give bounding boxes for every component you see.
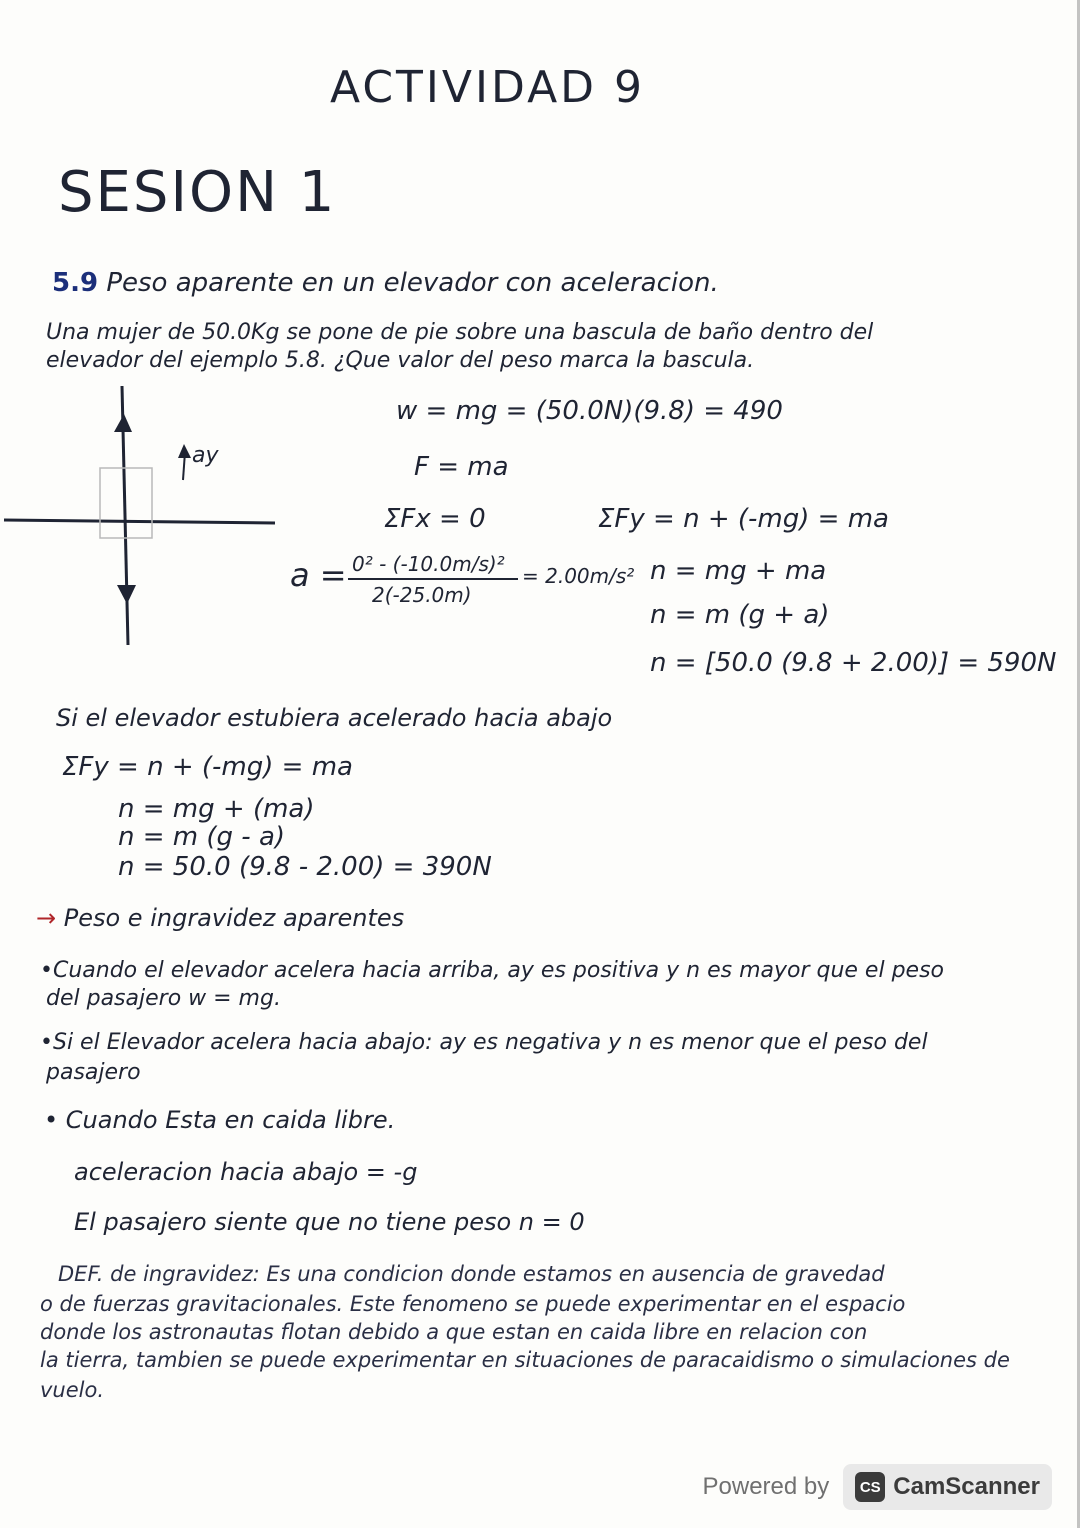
page-title: ACTIVIDAD 9: [330, 62, 646, 113]
arrow-icon: →: [36, 904, 57, 932]
definition-line1: DEF. de ingravidez: Es una condicion donde estamos en ausencia de gravedad: [58, 1262, 885, 1286]
acceleration-result: = 2.00m/s²: [522, 564, 635, 588]
note-bullet2-line1: •Si el Elevador acelera hacia abajo: ay es negativa y n es menor que el peso del: [40, 1030, 928, 1055]
downward-result: n = 50.0 (9.8 - 2.00) = 390N: [118, 852, 492, 882]
camscanner-logo-icon: CS: [855, 1472, 885, 1502]
sum-fx-equation: ΣFx = 0: [384, 504, 486, 534]
camscanner-footer: [703, 1464, 1052, 1510]
note-bullet1-line1: •Cuando el elevador acelera hacia arriba, ay es positiva y n es mayor que el peso: [40, 958, 944, 983]
problem-heading: [52, 268, 719, 298]
notes-heading: [36, 904, 404, 932]
weight-equation: w = mg = (50.0N)(9.8) = 490: [396, 396, 783, 426]
normal-force-arrowhead: [114, 414, 132, 432]
camscanner-brand: CamScanner: [893, 1473, 1040, 1500]
free-body-diagram: [0, 380, 290, 650]
downward-n2: n = m (g - a): [118, 822, 286, 852]
acceleration-denominator: 2(-25.0m): [372, 583, 472, 607]
definition-line2: o de fuerzas gravitacionales. Este fenomeno se puede experimentar en el espacio: [40, 1292, 906, 1316]
downward-sum-fy: ΣFy = n + (-mg) = ma: [62, 752, 353, 782]
sum-fy-equation: ΣFy = n + (-mg) = ma: [598, 504, 889, 534]
acceleration-arrowhead: [178, 444, 191, 458]
notes-heading-text: Peso e ingravidez aparentes: [63, 904, 405, 932]
note-bullet1-line2: del pasajero w = mg.: [46, 986, 281, 1011]
normal-force-result: n = [50.0 (9.8 + 2.00)] = 590N: [650, 648, 1057, 678]
acceleration-symbol: a =: [290, 556, 347, 594]
problem-number: 5.9: [52, 268, 99, 298]
acceleration-numerator: 0² - (-10.0m/s)²: [352, 552, 505, 576]
note-bullet3: • Cuando Esta en caida libre.: [44, 1106, 396, 1134]
problem-title: Peso aparente en un elevador con aceleracion.: [106, 268, 719, 298]
problem-statement-line2: elevador del ejemplo 5.8. ¿Que valor del peso marca la bascula.: [46, 348, 755, 373]
normal-force-eq1: n = mg + ma: [650, 556, 827, 586]
camscanner-badge: [843, 1464, 1052, 1510]
newton-second-law: F = ma: [414, 452, 509, 482]
normal-force-eq2: n = m (g + a): [650, 600, 830, 630]
weight-arrowhead: [117, 585, 136, 604]
acceleration-label: ay: [192, 443, 219, 468]
note-bullet2-line2: pasajero: [46, 1060, 141, 1085]
note-passenger: El pasajero siente que no tiene peso n = 0: [74, 1208, 585, 1236]
definition-line5: vuelo.: [40, 1378, 105, 1402]
session-heading: SESION 1: [58, 160, 337, 225]
note-accel-down: aceleracion hacia abajo = -g: [74, 1158, 418, 1186]
definition-line3: donde los astronautas flotan debido a que estan en caida libre en relacion con: [40, 1320, 868, 1344]
downward-n1: n = mg + (ma): [118, 794, 315, 824]
powered-by-text: Powered by: [702, 1473, 830, 1500]
downward-intro: Si el elevador estubiera acelerado hacia abajo: [56, 704, 613, 732]
definition-line4: la tierra, tambien se puede experimentar en situaciones de paracaidismo o simulaciones de: [40, 1348, 1010, 1372]
horizontal-axis: [4, 520, 275, 523]
problem-statement-line1: Una mujer de 50.0Kg se pone de pie sobre una bascula de baño dentro del: [46, 320, 874, 345]
fraction-bar: [348, 578, 518, 580]
